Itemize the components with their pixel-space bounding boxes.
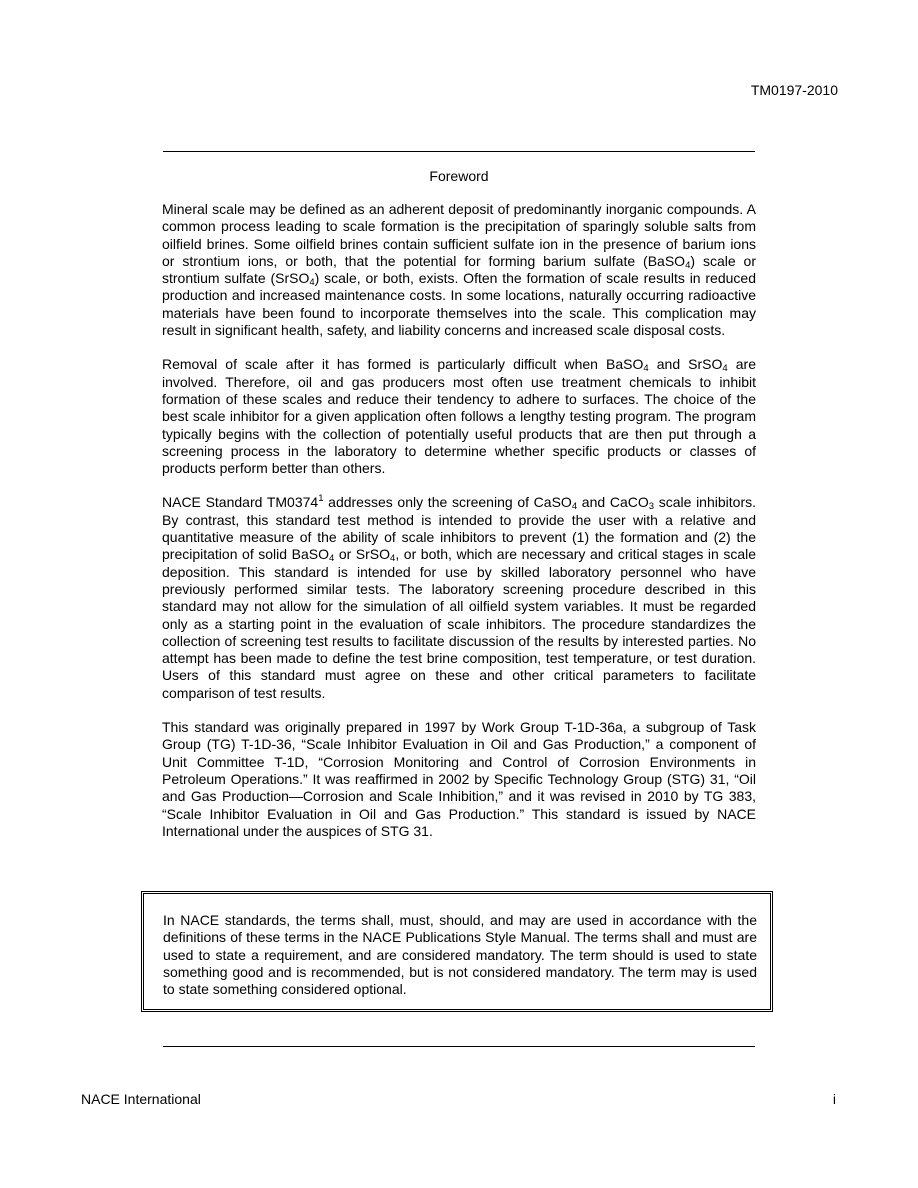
terminology-notice-box	[141, 891, 773, 1012]
subscript: 4	[643, 363, 649, 375]
text-segment: ) scale or strontium sulfate (SrSO	[162, 252, 756, 287]
text-segment: , or both, which are necessary and critical stages in scale deposition. This standard is intended for use by skilled laboratory personnel who have previously performed similar tests. The laboratory screening procedure described in this standard may not allow for the simulation of all oilfield system variables. It must be regarded only as a starting point in the evaluation of scale inhibitors. The procedure standardizes the collection of screening test results to facilitate discussion of the results by interested parties. No attempt has been made to define the test brine composition, test temperature, or test duration. Users of this standard must agree on these and other critical parameters to facilitate comparison of test results.	[162, 546, 756, 701]
text-segment: Mineral scale may be defined as an adherent deposit of predominantly inorganic compounds. A common process leading to scale formation is the precipitation of sparingly soluble salts from oilfield brines. Some oilfield brines contain sufficient sulfate ion in the presence of barium ions or strontium ions, or both, that the potential for forming barium sulfate (BaSO	[162, 201, 756, 269]
terminology-notice-text: In NACE standards, the terms shall, must, should, and may are used in accordance with the definitions of these terms in the NACE Publications Style Manual. The terms shall and must are used to state a requirement, and are considered mandatory. The term should is used to state something good and is recommended, but is not considered mandatory. The term may is used to state something considered optional.	[163, 912, 757, 998]
reference-superscript: 1	[318, 493, 324, 505]
subscript: 4	[328, 553, 335, 565]
paragraph-standard-scope	[162, 494, 756, 702]
text-segment: This standard was originally prepared in 1997 by Work Group T-1D-36a, a subgroup of Task Group (TG) T-1D-36, “Scale Inhibitor Evaluation in Oil and Gas Production,” a component of Unit Committee T-1D, “Corrosion Monitoring and Control of Corrosion Environments in Petroleum Operations.” It was reaffirmed in 2002 by Specific Technology Group (STG) 31, “Oil and Gas Production—Corrosion and Scale Inhibition,” and it was revised in 2010 by TG 383, “Scale Inhibitor Evaluation in Oil and Gas Production.” This standard is issued by NACE International under the auspices of STG 31.	[162, 719, 756, 839]
subscript: 4	[685, 259, 691, 271]
text-segment: and SrSO	[648, 356, 723, 373]
text-segment: addresses only the screening of CaSO	[323, 494, 572, 511]
subscript: 4	[390, 553, 396, 565]
text-segment: NACE Standard TM0374	[162, 494, 319, 511]
paragraph-scale-removal	[162, 356, 756, 477]
top-rule	[163, 151, 755, 152]
text-segment: Removal of scale after it has formed is particularly difficult when BaSO	[162, 356, 644, 373]
page-title: Foreword	[429, 168, 489, 184]
page-number: i	[832, 1091, 836, 1107]
subscript: 3	[648, 501, 655, 513]
subscript: 4	[722, 363, 728, 375]
paragraph-scale-definition	[162, 201, 756, 339]
text-segment: and CaCO	[577, 494, 649, 511]
text-segment: or SrSO	[334, 546, 391, 563]
foreword-body	[162, 201, 756, 840]
footer-publisher: NACE International	[81, 1091, 201, 1107]
text-segment: scale inhibitors. By contrast, this standard test method is intended to provide the user with a relative and quantitative measure of the ability of scale inhibitors to prevent (1) the formation and (2) the precipitation of solid BaSO	[162, 494, 756, 563]
subscript: 4	[309, 277, 315, 289]
paragraph-history	[162, 719, 756, 840]
bottom-rule	[163, 1046, 755, 1047]
text-segment: are involved. Therefore, oil and gas producers most often use treatment chemicals to inhibit formation of these scales and reduce their tendency to adhere to surfaces. The choice of the best scale inhibitor for a given application often follows a lengthy testing program. The program typically begins with the collection of potentially useful products that are then put through a screening process in the laboratory to determine whether specific products or classes of products perform better than others.	[162, 356, 757, 477]
text-segment: ) scale, or both, exists. Often the formation of scale results in reduced production and increased maintenance costs. In some locations, naturally occurring radioactive materials have been found to incorporate themselves into the scale. This complication may result in significant health, safety, and liability concerns and increased scale disposal costs.	[162, 270, 756, 339]
subscript: 4	[571, 501, 578, 513]
document-number: TM0197-2010	[750, 82, 838, 98]
